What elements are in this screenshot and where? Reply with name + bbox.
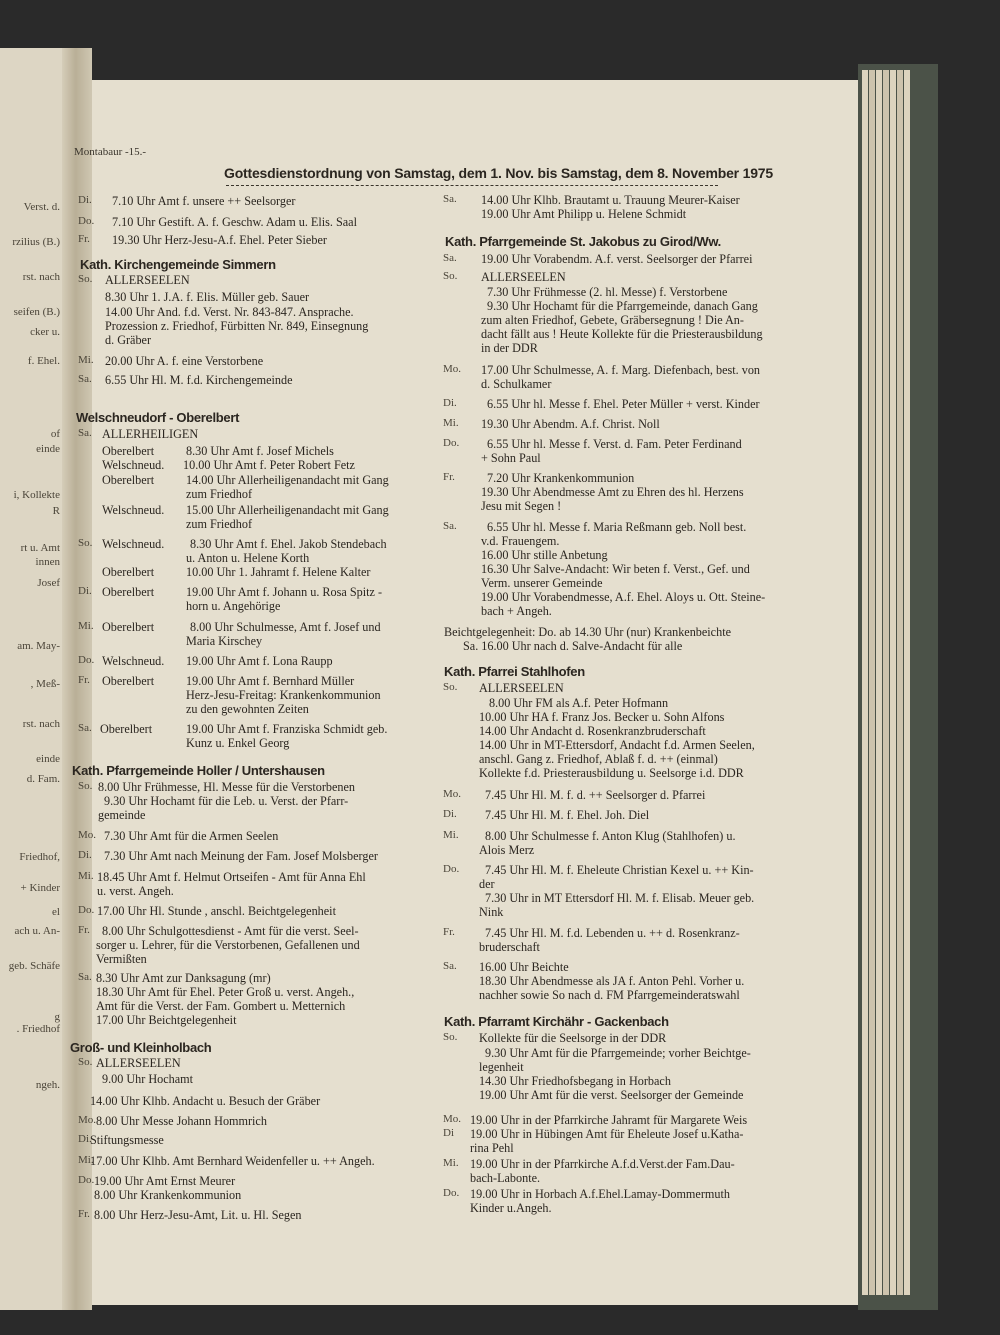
weekday-label: Fr. [78, 924, 90, 936]
service-entry-line: rina Pehl [470, 1141, 514, 1155]
weekday-label: So. [443, 681, 458, 693]
left-page-fragment: , Meß- [30, 678, 60, 690]
service-entry-line: 10.00 Uhr HA f. Franz Jos. Becker u. Sohn Alfons [479, 710, 725, 724]
left-page-fragment: ngeh. [35, 1079, 60, 1091]
service-entry-line: 7.45 Uhr Hl. M. f.d. Lebenden u. ++ d. Rosenkranz- [485, 926, 740, 940]
service-entry-line: anschl. Gang z. Friedhof, Ablaß f. d. ++ (einmal) [479, 752, 718, 766]
page-edge-strip [904, 70, 910, 1295]
service-entry-line: 18.45 Uhr Amt f. Helmut Ortseifen - Amt für Anna Ehl [97, 870, 366, 884]
service-entry-line: 14.00 Uhr Allerheiligenandacht mit Gang [186, 473, 389, 487]
service-entry-line: Welschneud. [102, 503, 165, 517]
service-entry-line: nachher sowie So nach d. FM Pfarrgemeinderatswahl [479, 988, 740, 1002]
section-heading: Kath. Pfarrgemeinde St. Jakobus zu Girod/Ww. [445, 234, 721, 249]
service-entry-line: u. Anton u. Helene Korth [186, 551, 310, 565]
weekday-label: Mo. [78, 1114, 97, 1126]
service-entry-line: ALLERSEELEN [105, 273, 190, 287]
left-page-fragment: seifen (B.) [13, 306, 60, 318]
left-page-fragment: Verst. d. [23, 201, 60, 213]
service-entry-line: 17.00 Uhr Schulmesse, A. f. Marg. Diefenbach, best. von [481, 363, 761, 377]
page-edge-strip [890, 70, 896, 1295]
left-page-fragment: einde [36, 753, 60, 765]
service-entry-line: Sa. 16.00 Uhr nach d. Salve-Andacht für alle [463, 639, 683, 653]
service-entry-line: 15.00 Uhr Allerheiligenandacht mit Gang [186, 503, 389, 517]
weekday-label: Sa. [78, 427, 92, 439]
service-entry-line: Nink [479, 905, 504, 919]
service-entry-line: 14.00 Uhr in MT-Ettersdorf, Andacht f.d. Armen Seelen, [479, 738, 755, 752]
service-entry-line: horn u. Angehörige [186, 599, 281, 613]
service-entry-line: 19.00 Uhr Amt Philipp u. Helene Schmidt [481, 207, 687, 221]
left-page-fragment: Josef [37, 577, 60, 589]
service-entry-line: 6.55 Uhr Hl. M. f.d. Kirchengemeinde [105, 373, 293, 387]
left-page-fragment: rzilius (B.) [12, 236, 60, 248]
weekday-label: Do. [443, 437, 460, 449]
service-entry-line: Kollekte für die Seelsorge in der DDR [479, 1031, 667, 1045]
left-page-fragment: rt u. Amt [20, 542, 60, 554]
page-edge-strip [862, 70, 868, 1295]
weekday-label: So. [78, 273, 93, 285]
page-edge-strip [876, 70, 882, 1295]
weekday-label: Sa. [443, 193, 457, 205]
service-entry-line: Stiftungsmesse [90, 1133, 164, 1147]
section-heading: Kath. Pfarrgemeinde Holler / Untershausen [72, 763, 325, 778]
service-entry-line: + Sohn Paul [481, 451, 541, 465]
service-entry-line: Welschneud. [102, 458, 165, 472]
service-entry-line: 8.00 Uhr FM als A.f. Peter Hofmann [489, 696, 669, 710]
service-entry-line: 19.30 Uhr Herz-Jesu-A.f. Ehel. Peter Sieber [112, 233, 327, 247]
service-entry-line: 19.00 Uhr in der Pfarrkirche A.f.d.Verst.der Fam.Dau- [470, 1157, 735, 1171]
service-entry-line: der [479, 877, 495, 891]
service-entry-line: 10.00 Uhr Amt f. Peter Robert Fetz [183, 458, 355, 472]
service-entry-line: ALLERSEELEN [479, 681, 564, 695]
weekday-label: Do. [78, 654, 95, 666]
weekday-label: So. [78, 780, 93, 792]
left-page-fragment: Friedhof, [19, 851, 60, 863]
weekday-label: So. [78, 537, 93, 549]
weekday-label: Do. [78, 904, 95, 916]
service-entry-line: 19.00 Uhr Amt f. Bernhard Müller [186, 674, 355, 688]
service-entry-line: Oberelbert [102, 473, 155, 487]
service-entry-line: bach + Angeh. [481, 604, 552, 618]
service-entry-line: Maria Kirschey [186, 634, 263, 648]
service-entry-line: u. verst. Angeh. [97, 884, 174, 898]
left-page-fragment: einde [36, 443, 60, 455]
weekday-label: So. [443, 1031, 458, 1043]
weekday-label: Do. [443, 1187, 460, 1199]
left-page-fragment: . Friedhof [16, 1023, 60, 1035]
service-entry-line: Oberelbert [102, 620, 155, 634]
title-underline [226, 185, 718, 186]
service-entry-line: 19.00 Uhr Amt f. Lona Raupp [186, 654, 333, 668]
weekday-label: So. [443, 270, 458, 282]
weekday-label: Di. [443, 808, 457, 820]
service-entry-line: 8.00 Uhr Schulmesse, Amt f. Josef und [190, 620, 381, 634]
weekday-label: Di. [78, 849, 92, 861]
service-entry-line: Welschneud. [102, 654, 165, 668]
service-entry-line: ALLERSEELEN [481, 270, 566, 284]
left-page-fragment: geb. Schäfe [8, 960, 60, 972]
service-entry-line: 8.30 Uhr Amt f. Ehel. Jakob Stendebach [190, 537, 387, 551]
service-entry-line: d. Schulkamer [481, 377, 552, 391]
weekday-label: Mi. [78, 620, 94, 632]
service-entry-line: gemeinde [98, 808, 146, 822]
service-entry-line: 6.55 Uhr hl. Messe f. Ehel. Peter Müller + verst. Kinder [487, 397, 760, 411]
service-entry-line: Verm. unserer Gemeinde [481, 576, 603, 590]
left-page-fragment: innen [35, 556, 60, 568]
left-page-fragment: g [54, 1011, 60, 1023]
service-entry-line: 8.00 Uhr Schulmesse f. Anton Klug (Stahlhofen) u. [485, 829, 736, 843]
service-entry-line: Oberelbert [102, 444, 155, 458]
service-entry-line: Amt für die Verst. der Fam. Gombert u. Metternich [96, 999, 346, 1013]
left-page-fragment: of [50, 428, 60, 440]
service-entry-line: 16.00 Uhr stille Anbetung [481, 548, 608, 562]
service-entry-line: Alois Merz [479, 843, 535, 857]
weekday-label: Fr. [443, 471, 455, 483]
service-entry-line: zum Friedhof [186, 487, 253, 501]
service-entry-line: 14.00 Uhr Klhb. Andacht u. Besuch der Gräber [90, 1094, 321, 1108]
service-entry-line: 8.00 Uhr Herz-Jesu-Amt, Lit. u. Hl. Segen [94, 1208, 302, 1222]
service-entry-line: 10.00 Uhr 1. Jahramt f. Helene Kalter [186, 565, 371, 579]
service-entry-line: 7.20 Uhr Krankenkommunion [487, 471, 635, 485]
service-entry-line: 19.00 Uhr Amt Ernst Meurer [94, 1174, 236, 1188]
service-entry-line: 19.00 Uhr Vorabendmesse, A.f. Ehel. Aloys u. Ott. Steine- [481, 590, 766, 604]
service-entry-line: 8.00 Uhr Frühmesse, Hl. Messe für die Verstorbenen [98, 780, 356, 794]
weekday-label: Mo. [78, 829, 97, 841]
service-entry-line: legenheit [479, 1060, 524, 1074]
service-entry-line: 19.30 Uhr Abendmesse Amt zu Ehren des hl. Herzens [481, 485, 744, 499]
service-entry-line: 9.30 Uhr Hochamt für die Pfarrgemeinde, danach Gang [487, 299, 758, 313]
service-entry-line: zum Friedhof [186, 517, 253, 531]
left-page-fragment: rst. nach [22, 271, 60, 283]
left-page-fragment: + Kinder [20, 882, 60, 894]
service-entry-line: 19.00 Uhr in Horbach A.f.Ehel.Lamay-Dommermuth [470, 1187, 730, 1201]
weekday-label: Mi. [78, 354, 94, 366]
service-entry-line: zum alten Friedhof, Gebete, Gräbersegnung ! Die An- [481, 313, 744, 327]
service-entry-line: 8.00 Uhr Schulgottesdienst - Amt für die verst. Seel- [102, 924, 359, 938]
service-entry-line: 18.30 Uhr Amt für Ehel. Peter Groß u. verst. Angeh., [96, 985, 355, 999]
service-entry-line: 20.00 Uhr A. f. eine Verstorbene [105, 354, 264, 368]
service-entry-line: Vermißten [96, 952, 147, 966]
service-entry-line: Oberelbert [102, 585, 155, 599]
service-entry-line: zu den gewohnten Zeiten [186, 702, 309, 716]
service-entry-line: 19.00 Uhr Amt für die verst. Seelsorger der Gemeinde [479, 1088, 744, 1102]
service-entry-line: 9.30 Uhr Hochamt für die Leb. u. Verst. der Pfarr- [104, 794, 349, 808]
section-heading: Kath. Kirchengemeinde Simmern [80, 257, 276, 272]
service-entry-line: 19.00 Uhr Amt f. Franziska Schmidt geb. [186, 722, 388, 736]
weekday-label: Fr. [78, 233, 90, 245]
service-entry-line: bruderschaft [479, 940, 540, 954]
service-entry-line: 19.00 Uhr Amt f. Johann u. Rosa Spitz - [186, 585, 383, 599]
service-entry-line: Beichtgelegenheit: Do. ab 14.30 Uhr (nur) Krankenbeichte [444, 625, 731, 639]
weekday-label: Mi. [443, 417, 459, 429]
left-page-fragment: R [52, 505, 60, 517]
left-page-fragment: f. Ehel. [27, 355, 60, 367]
service-entry-line: 7.30 Uhr Amt für die Armen Seelen [104, 829, 279, 843]
service-entry-line: Kinder u.Angeh. [470, 1201, 552, 1215]
section-heading: Welschneudorf - Oberelbert [76, 410, 240, 425]
left-page-fragment: cker u. [30, 326, 60, 338]
service-entry-line: 8.30 Uhr Amt zur Danksagung (mr) [96, 971, 271, 985]
weekday-label: Do. [443, 863, 460, 875]
service-entry-line: Oberelbert [102, 565, 155, 579]
service-entry-line: 19.00 Uhr Vorabendm. A.f. verst. Seelsorger der Pfarrei [481, 252, 753, 266]
service-entry-line: 8.00 Uhr Krankenkommunion [94, 1188, 242, 1202]
service-entry-line: 16.00 Uhr Beichte [479, 960, 569, 974]
weekday-label: Fr. [78, 674, 90, 686]
service-entry-line: 19.00 Uhr in Hübingen Amt für Eheleute Josef u.Katha- [470, 1127, 744, 1141]
page-title: Gottesdienstordnung von Samstag, dem 1. Nov. bis Samstag, dem 8. November 1975 [224, 165, 773, 181]
service-entry-line: ALLERHEILIGEN [102, 427, 199, 441]
weekday-label: Di [443, 1127, 454, 1139]
service-entry-line: in der DDR [481, 341, 538, 355]
service-entry-line: 14.00 Uhr And. f.d. Verst. Nr. 843-847. Ansprache. [105, 305, 354, 319]
weekday-label: Fr. [443, 926, 455, 938]
service-entry-line: 17.00 Uhr Beichtgelegenheit [96, 1013, 237, 1027]
service-entry-line: 7.45 Uhr Hl. M. f. Ehel. Joh. Diel [485, 808, 650, 822]
weekday-label: Sa. [78, 373, 92, 385]
page-edge-strip [897, 70, 903, 1295]
left-page-fragment: rst. nach [22, 718, 60, 730]
weekday-label: Mi. [78, 1154, 94, 1166]
service-entry-line: Oberelbert [102, 674, 155, 688]
weekday-label: Mi. [78, 870, 94, 882]
service-entry-line: Prozession z. Friedhof, Fürbitten Nr. 849, Einsegnung [105, 319, 369, 333]
weekday-label: Do. [78, 215, 95, 227]
weekday-label: Sa. [78, 722, 92, 734]
service-entry-line: Kollekte f.d. Priesterausbildung u. Seelsorge i.d. DDR [479, 766, 744, 780]
service-entry-line: 14.00 Uhr Klhb. Brautamt u. Trauung Meurer-Kaiser [481, 193, 740, 207]
service-entry-line: d. Gräber [105, 333, 152, 347]
weekday-label: Di. [78, 1133, 92, 1145]
service-entry-line: 8.00 Uhr Messe Johann Hommrich [96, 1114, 267, 1128]
weekday-label: Sa. [443, 520, 457, 532]
section-heading: Groß- und Kleinholbach [70, 1040, 212, 1055]
weekday-label: Di. [78, 194, 92, 206]
service-entry-line: 19.00 Uhr in der Pfarrkirche Jahramt für Margarete Weis [470, 1113, 748, 1127]
weekday-label: Sa. [443, 960, 457, 972]
weekday-label: Di. [443, 397, 457, 409]
weekday-label: Sa. [78, 971, 92, 983]
weekday-label: Mo. [443, 1113, 462, 1125]
weekday-label: Mi. [443, 829, 459, 841]
left-page-fragment: el [52, 906, 60, 918]
service-entry-line: ALLERSEELEN [96, 1056, 181, 1070]
service-entry-line: 17.00 Uhr Hl. Stunde , anschl. Beichtgelegenheit [97, 904, 336, 918]
weekday-label: Di. [78, 585, 92, 597]
service-entry-line: 14.00 Uhr Andacht d. Rosenkranzbruderschaft [479, 724, 706, 738]
service-entry-line: 7.45 Uhr Hl. M. f. Eheleute Christian Kexel u. ++ Kin- [485, 863, 754, 877]
service-entry-line: Kunz u. Enkel Georg [186, 736, 290, 750]
service-entry-line: v.d. Frauengem. [481, 534, 560, 548]
service-entry-line: 7.30 Uhr Amt nach Meinung der Fam. Josef Molsberger [104, 849, 378, 863]
service-entry-line: 19.30 Uhr Abendm. A.f. Christ. Noll [481, 417, 660, 431]
service-entry-line: bach-Labonte. [470, 1171, 541, 1185]
page-edge-strip [869, 70, 875, 1295]
service-entry-line: 6.55 Uhr hl. Messe f. Verst. d. Fam. Peter Ferdinand [487, 437, 742, 451]
service-entry-line: 14.30 Uhr Friedhofsbegang in Horbach [479, 1074, 671, 1088]
service-entry-line: Welschneud. [102, 537, 165, 551]
service-entry-line: 7.30 Uhr in MT Ettersdorf Hl. M. f. Elisab. Meuer geb. [485, 891, 755, 905]
service-entry-line: 9.30 Uhr Amt für die Pfarrgemeinde; vorher Beichtge- [485, 1046, 751, 1060]
service-entry-line: 18.30 Uhr Abendmesse als JA f. Anton Pehl. Vorher u. [479, 974, 745, 988]
service-entry-line: Oberelbert [100, 722, 153, 736]
weekday-label: So. [78, 1056, 93, 1068]
service-entry-line: 7.45 Uhr Hl. M. f. d. ++ Seelsorger d. Pfarrei [485, 788, 706, 802]
service-entry-line: Jesu mit Segen ! [481, 499, 562, 513]
left-page-fragment: am. May- [17, 640, 60, 652]
service-entry-line: 7.10 Uhr Gestift. A. f. Geschw. Adam u. Elis. Saal [112, 215, 357, 229]
service-entry-line: dacht fällt aus ! Heute Kollekte für die Priesterausbildung [481, 327, 763, 341]
weekday-label: Sa. [443, 252, 457, 264]
weekday-label: Do. [78, 1174, 95, 1186]
service-entry-line: 7.10 Uhr Amt f. unsere ++ Seelsorger [112, 194, 296, 208]
service-entry-line: 8.30 Uhr 1. J.A. f. Elis. Müller geb. Sauer [105, 290, 310, 304]
weekday-label: Fr. [78, 1208, 90, 1220]
running-head: Montabaur -15.- [74, 146, 147, 158]
service-entry-line: 8.30 Uhr Amt f. Josef Michels [186, 444, 334, 458]
page-edge-strip [883, 70, 889, 1295]
left-page-fragment: i, Kollekte [13, 489, 60, 501]
weekday-label: Mo. [443, 788, 462, 800]
service-entry-line: 7.30 Uhr Frühmesse (2. hl. Messe) f. Verstorbene [487, 285, 728, 299]
service-entry-line: 17.00 Uhr Klhb. Amt Bernhard Weidenfeller u. ++ Angeh. [90, 1154, 375, 1168]
section-heading: Kath. Pfarramt Kirchähr - Gackenbach [444, 1014, 669, 1029]
weekday-label: Mi. [443, 1157, 459, 1169]
service-entry-line: 6.55 Uhr hl. Messe f. Maria Reßmann geb. Noll best. [487, 520, 747, 534]
service-entry-line: sorger u. Lehrer, für die Verstorbenen, Gefallenen und [96, 938, 360, 952]
service-entry-line: 16.30 Uhr Salve-Andacht: Wir beten f. Verst., Gef. und [481, 562, 750, 576]
left-page-fragment: ach u. An- [14, 925, 60, 937]
service-entry-line: 9.00 Uhr Hochamt [102, 1072, 194, 1086]
service-entry-line: Herz-Jesu-Freitag: Krankenkommunion [186, 688, 381, 702]
weekday-label: Mo. [443, 363, 462, 375]
section-heading: Kath. Pfarrei Stahlhofen [444, 664, 585, 679]
left-page-fragment: d. Fam. [26, 773, 60, 785]
